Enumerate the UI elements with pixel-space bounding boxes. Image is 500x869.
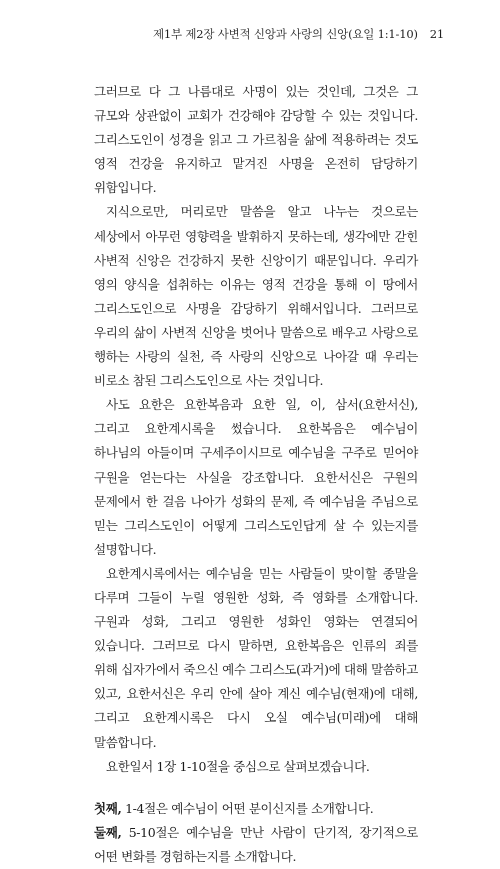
paragraph-3: 사도 요한은 요한복음과 요한 일, 이, 삼서(요한서신), 그리고 요한계시록을 썼습니다. 요한복음은 예수님이 하나님의 아들이며 구세주이시므로 예수님을 구주로 믿어야 구원을 얻는다는 사실을 강조합니다. 요한서신은 구원의 문제에서 한 걸음 나아가 성화의 문제, 즉 예수님을 주님으로 믿는 그리스도인이 어떻게 그리스도인답게 살 수 있는지를 설명합니다. [94,397,418,557]
outline-text-second: 5-10절은 예수님을 만난 사람이 단기적, 장기적으로 어떤 변화를 경험하는지를 소개합니다. [94,824,418,864]
paragraph-1: 그러므로 다 그 나름대로 사명이 있는 것인데, 그것은 그 규모와 상관없이 교회가 건강해야 감당할 수 있는 것입니다. 그리스도인이 성경을 읽고 그 가르침을 삶에 적용하려는 것도 영적 건강을 유지하고 맡겨진 사명을 온전히 담당하기 위함입니다. [94,84,418,196]
outline-lead-first: 첫째, [94,800,122,816]
paragraph-5: 요한일서 1장 1-10절을 중심으로 살펴보겠습니다. [106,758,370,774]
page-number: 21 [429,27,444,41]
paragraph-2: 지식으로만, 머리로만 말씀을 알고 나누는 것으로는 세상에서 아무런 영향력을 발휘하지 못하는데, 생각에만 갇힌 사변적 신앙은 건강하지 못한 신앙이기 때문입니다. 우리가 영의 양식을 섭취하는 이유는 영적 건강을 통해 이 땅에서 그리스도인으로 사명을 감당하기 위해서입니다. 그러므로 우리의 삶이 사변적 신앙을 벗어나 말씀으로 배우고 사랑으로 행하는 사랑의 실천, 즉 사랑의 신앙으로 나아갈 때 우리는 비로소 참된 그리스도인으로 사는 것입니다. [94,204,418,389]
outline-lead-second: 둘째, [94,824,122,840]
outline-item-first [94,797,418,821]
body-text [94,80,418,869]
running-title: 제1부 제2장 사변적 신앙과 사랑의 신앙(요일 1:1-10) [152,27,418,41]
outline-item-second [94,821,418,869]
running-header [150,26,444,42]
section-gap [94,779,418,797]
outline-text-first: 1-4절은 예수님이 어떤 분이신지를 소개합니다. [121,800,374,816]
paragraph-4: 요한계시록에서는 예수님을 믿는 사람들이 맞이할 종말을 다루며 그들이 누릴 영원한 성화, 즉 영화를 소개합니다. 구원과 성화, 그리고 영원한 성화인 영화는 연결되어 있습니다. 그러므로 다시 말하면, 요한복음은 인류의 죄를 위해 십자가에서 죽으신 예수 그리스도(과거)에 대해 말씀하고 있고, 요한서신은 우리 안에 살아 계신 예수님(현재)에 대해, 그리고 요한계시록은 다시 오실 예수님(미래)에 대해 말씀합니다. [94,565,418,750]
